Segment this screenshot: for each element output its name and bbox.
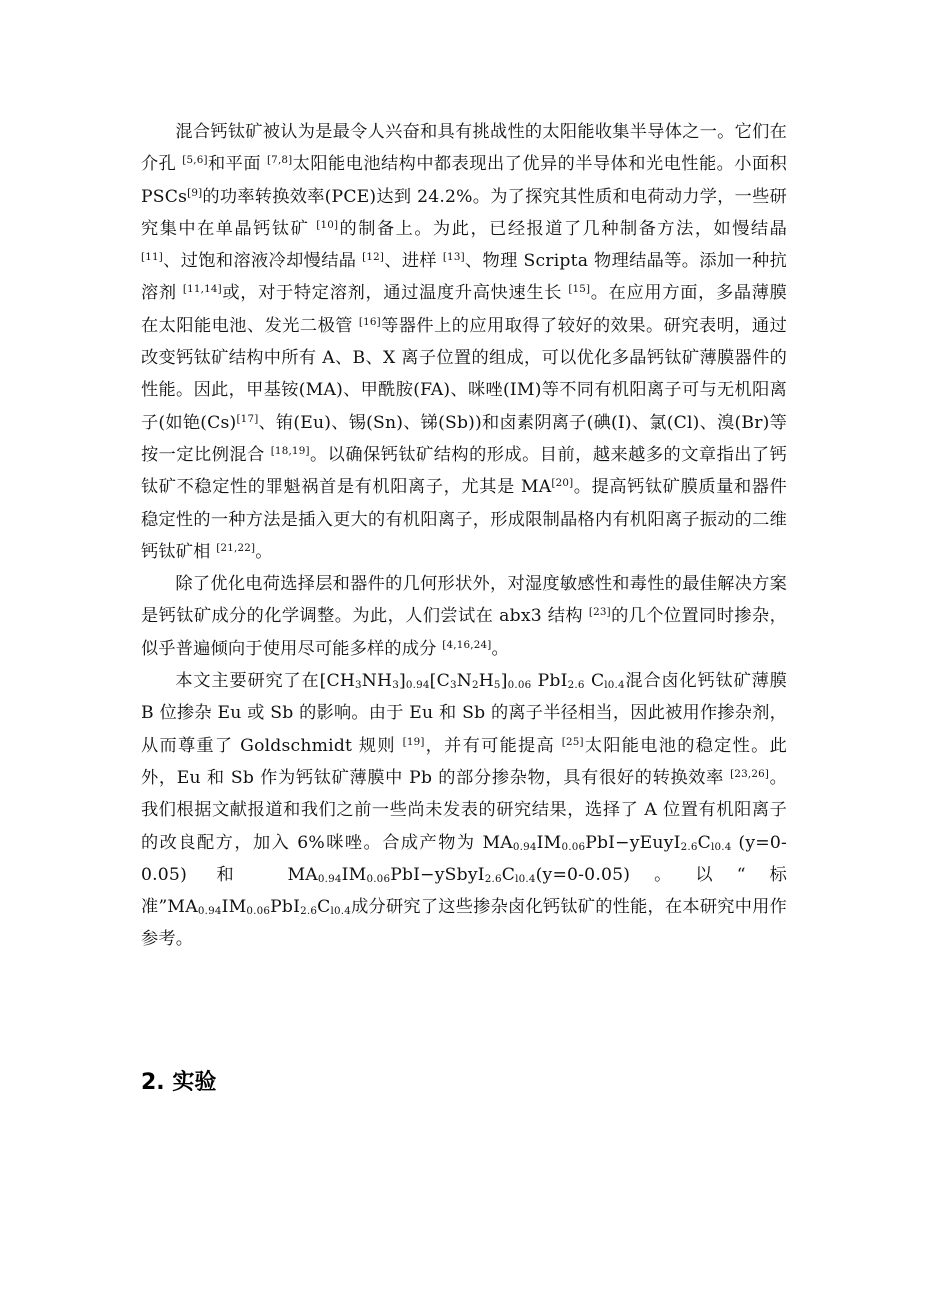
text-run: C — [501, 864, 516, 885]
paragraph-1 — [141, 116, 787, 568]
text-run: 除了优化电荷选择层和器件的几何形状外，对湿度敏感性和毒性的最佳解决方案是钙钛矿成分的化学调整。为此，人们尝试在 abx3 结构 — [141, 574, 787, 627]
citation-ref: [25] — [561, 735, 584, 748]
text-run: [C — [429, 671, 450, 692]
text-run: 成分研究了这些掺杂卤化钙钛矿的性能，在本研究中用作参考。 — [141, 897, 787, 950]
formula-subscript: 2.6 — [484, 872, 502, 885]
text-run: 。 — [255, 541, 273, 562]
citation-ref: [4,16,24] — [442, 638, 492, 651]
formula-subscript: 3 — [449, 679, 457, 692]
text-run: 、铕(Eu)、锡(Sn)、锑(Sb))和卤素阴离子(碘(I)、氯(Cl)、溴(Br)等按一定比例混合 — [141, 412, 787, 465]
formula-subscript: 0.06 — [246, 905, 271, 918]
text-run: PbI−ySbyI — [390, 864, 485, 885]
formula-subscript: l0.4 — [515, 872, 536, 885]
text-run: 或，对于特定溶剂，通过温度升高快速生长 — [221, 283, 569, 304]
text-run: C — [697, 832, 711, 853]
text-run: C — [584, 671, 605, 692]
citation-ref: [19] — [402, 735, 425, 748]
text-run: PbI — [270, 897, 301, 918]
text-run: 本文主要研究了在[CH — [175, 671, 356, 692]
text-run: 。我们根据文献报道和我们之前一些尚未发表的研究结果，选择了 A 位置有机阳离子的改良配方，加入 6%咪唑。合成产物为 MA — [141, 767, 787, 853]
formula-subscript: 2 — [471, 679, 479, 692]
citation-ref: [12] — [362, 251, 385, 263]
paragraph-2 — [141, 568, 787, 665]
section-heading: 2. 实验 — [141, 1070, 217, 1095]
text-run: 的功率转换效率(PCE)达到 24.2%。为了探究其性质和电荷动力学，一些研究集中在单晶钙钛矿 — [141, 186, 787, 239]
formula-subscript: 2.6 — [300, 905, 318, 918]
citation-ref: [23] — [588, 606, 611, 619]
text-run: 和平面 — [207, 154, 267, 175]
text-run: 等器件上的应用取得了较好的效果。研究表明，通过改变钙钛矿结构中所有 A、B、X 离子位置的组成，可以优化多晶钙钛矿薄膜器件的性能。因此，甲基铵(MA)、甲酰胺(FA)、咪唑(IM)等不同有机阳离子可与无机阳离子(如铯(Cs) — [141, 315, 787, 433]
text-run: 。在应用方面，多晶薄膜在太阳能电池、发光二极管 — [141, 283, 787, 336]
citation-ref: [18,19] — [270, 444, 310, 457]
text-run: 的几个位置同时掺杂，似乎普遍倾向于使用尽可能多样的成分 — [141, 606, 787, 659]
citation-ref: [11,14] — [182, 283, 222, 296]
text-run: C — [317, 897, 331, 918]
text-run: NH — [361, 671, 393, 692]
text-run: N — [456, 671, 472, 692]
formula-subscript: 3 — [355, 679, 362, 692]
text-run: PbI−yEuyI — [585, 832, 681, 853]
citation-ref: [7,8] — [266, 154, 293, 167]
formula-subscript: 0.06 — [561, 840, 586, 853]
citation-ref: [9] — [187, 186, 203, 199]
text-run: 混合钙钛矿被认为是最令人兴奋和具有挑战性的太阳能收集半导体之一。它们在介孔 — [141, 122, 787, 175]
text-run: 的制备上。为此，已经报道了几种制备方法，如慢结晶 — [338, 218, 787, 239]
citation-ref: [21,22] — [216, 541, 256, 554]
text-run: 。 — [491, 638, 509, 659]
text-run: IM — [536, 832, 562, 853]
citation-ref: [16] — [358, 315, 381, 328]
body-text — [141, 116, 787, 956]
formula-subscript: 0.06 — [507, 679, 532, 692]
text-run: 。以确保钙钛矿结构的形成。目前，越来越多的文章指出了钙钛矿不稳定性的罪魁祸首是有机阳离子，尤其是 MA — [141, 444, 787, 498]
text-run: 太阳能电池的稳定性。此外，Eu 和 Sb 作为钙钛矿薄膜中 Pb 的部分掺杂物，具有很好的转换效率 — [141, 735, 787, 788]
text-run: 、进样 — [384, 251, 443, 272]
text-run: ，并有可能提高 — [424, 735, 562, 756]
citation-ref: [15] — [568, 283, 591, 296]
formula-subscript: 5 — [493, 679, 501, 692]
formula-subscript: 3 — [392, 679, 399, 692]
formula-subscript: 0.06 — [366, 872, 391, 885]
citation-ref: [17] — [236, 412, 259, 425]
formula-subscript: l0.4 — [604, 679, 625, 692]
citation-ref: [11] — [141, 251, 163, 263]
formula-subscript: 0.94 — [197, 905, 222, 918]
citation-ref: [13] — [442, 251, 465, 263]
text-run: IM — [341, 864, 367, 885]
formula-subscript: 2.6 — [680, 840, 698, 853]
text-run: 、过饱和溶液冷却慢结晶 — [162, 251, 363, 272]
formula-subscript: 0.94 — [317, 872, 342, 885]
formula-subscript: l0.4 — [710, 840, 732, 853]
text-run: 、物理 Scripta 物理结晶等。添加一种抗溶剂 — [141, 251, 787, 304]
citation-ref: [23,26] — [730, 767, 770, 780]
formula-subscript: l0.4 — [330, 905, 352, 918]
text-run: 混合卤化钙钛矿薄膜 B 位掺杂 Eu 或 Sb 的影响。由于 Eu 和 Sb 的离子半径相当，因此被用作掺杂剂，从而尊重了 Goldschmidt 规则 — [141, 671, 788, 756]
citation-ref: [20] — [551, 477, 574, 490]
text-run: (y=0-0.05)。以“标准”MA — [141, 864, 787, 918]
text-run: 太阳能电池结构中都表现出了优异的半导体和光电性能。小面积 PSCs — [141, 154, 788, 207]
text-run: ] — [399, 671, 406, 692]
text-run: IM — [221, 897, 247, 918]
citation-ref: [5,6] — [182, 154, 208, 167]
text-run: (y=0-0.05) 和 MA — [141, 832, 787, 885]
formula-subscript: 2.6 — [567, 679, 585, 692]
formula-subscript: 0.94 — [512, 840, 537, 853]
citation-ref: [10] — [316, 218, 339, 231]
text-run: 。提高钙钛矿膜质量和器件稳定性的一种方法是插入更大的有机阳离子，形成限制晶格内有机阳离子振动的二维钙钛矿相 — [141, 477, 788, 562]
paragraph-3 — [141, 665, 787, 956]
formula-subscript: 0.94 — [405, 679, 430, 692]
text-run: H — [478, 671, 494, 692]
text-run: PbI — [531, 671, 568, 692]
text-run: ] — [500, 671, 508, 692]
